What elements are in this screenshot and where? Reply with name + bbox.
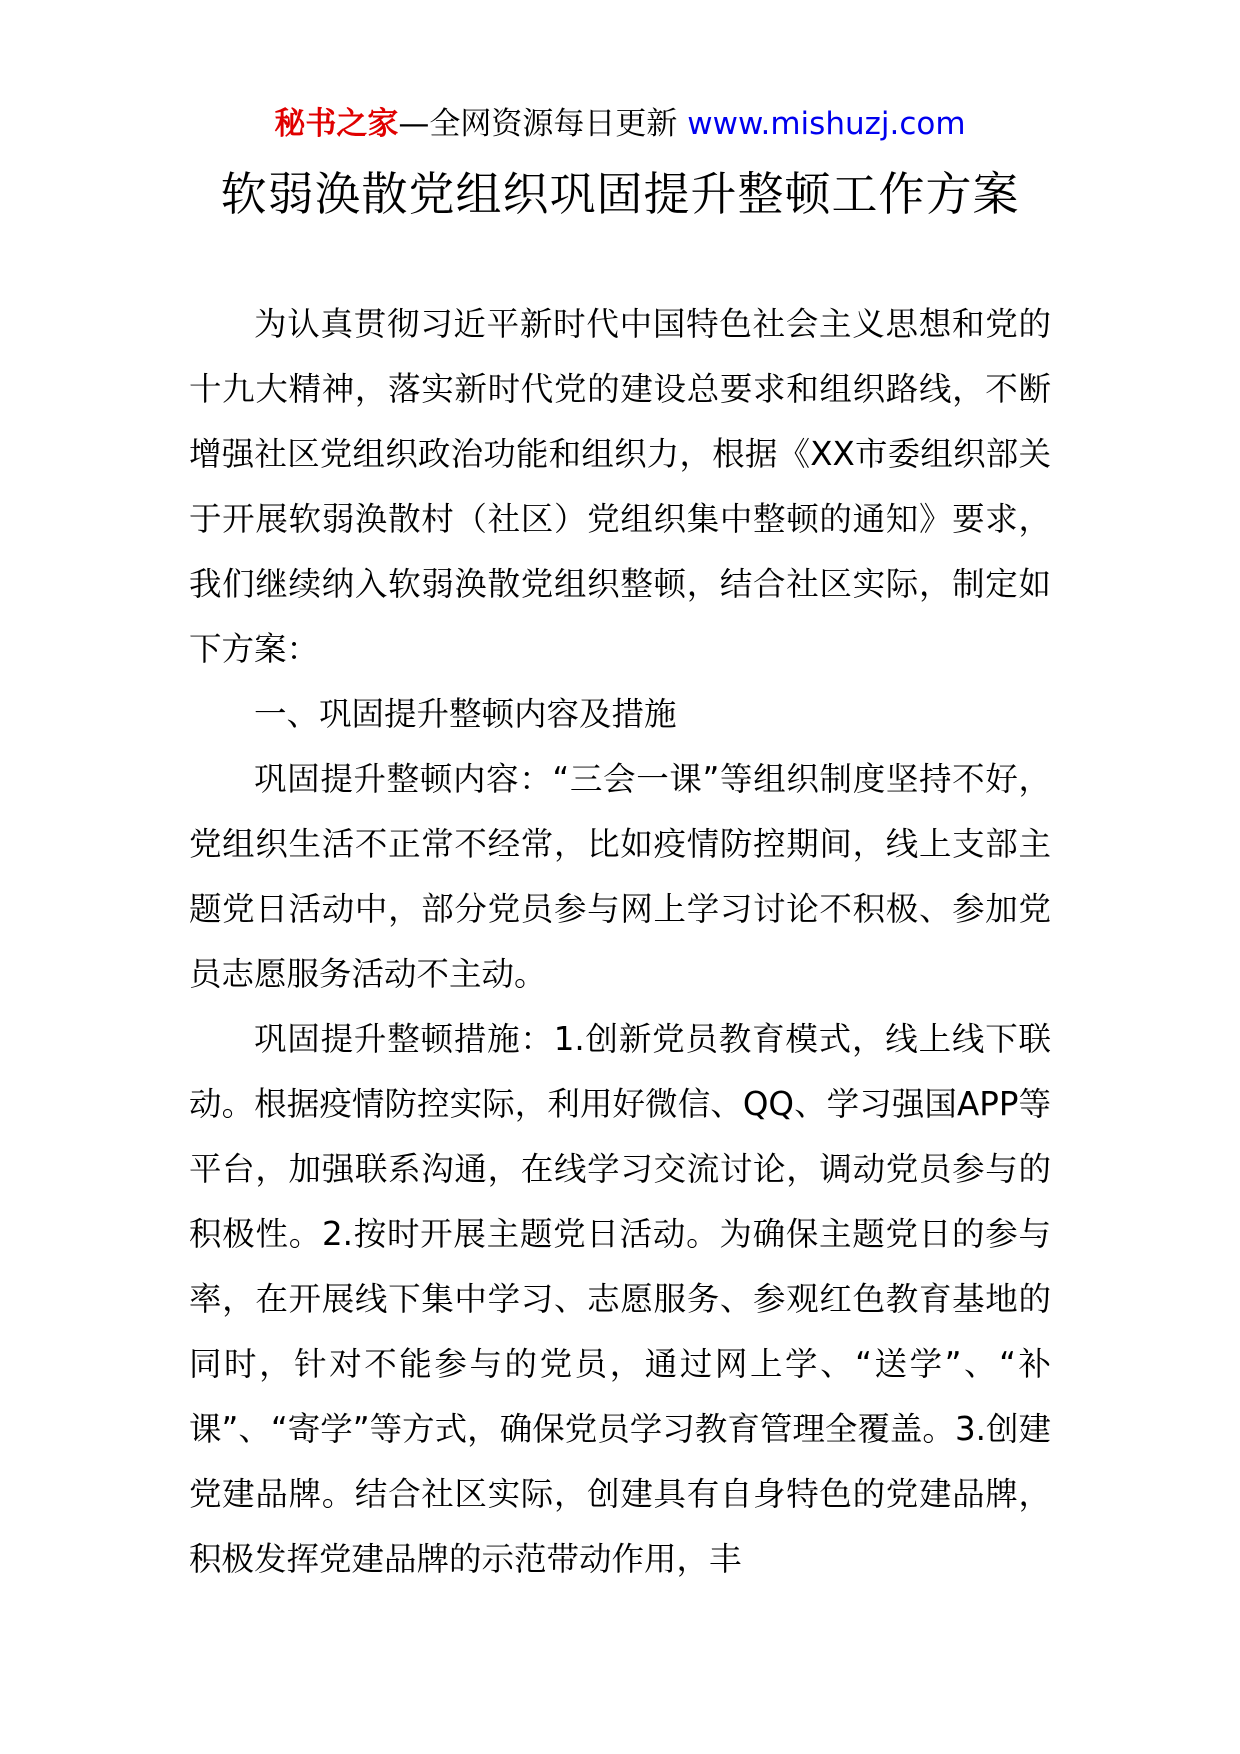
- site-url-link[interactable]: www.mishuzj.com: [687, 106, 966, 142]
- body-paragraph-measures: 巩固提升整顿措施：1.创新党员教育模式，线上线下联动。根据疫情防控实际，利用好微信、QQ、学习强国APP等平台，加强联系沟通，在线学习交流讨论，调动党员参与的积极性。2.按时开展主题党日活动。为确保主题党日的参与率，在开展线下集中学习、志愿服务、参观红色教育基地的同时，针对不能参与的党员，通过网上学、“送学”、“补课”、“寄学”等方式，确保党员学习教育管理全覆盖。3.创建党建品牌。结合社区实际，创建具有自身特色的党建品牌，积极发挥党建品牌的示范带动作用，丰: [189, 1020, 1051, 1578]
- site-brand: 秘书之家: [274, 106, 399, 142]
- site-tagline: —全网资源每日更新: [398, 106, 688, 142]
- document-title: 软弱涣散党组织巩固提升整顿工作方案: [220, 167, 1020, 221]
- body-paragraph-content: 巩固提升整顿内容：“三会一课”等组织制度坚持不好，党组织生活不正常不经常，比如疫情防控期间，线上支部主题党日活动中，部分党员参与网上学习讨论不积极、参加党员志愿服务活动不主动。: [189, 760, 1051, 993]
- body-paragraph-intro: 为认真贯彻习近平新时代中国特色社会主义思想和党的十九大精神，落实新时代党的建设总要求和组织路线，不断增强社区党组织政治功能和组织力，根据《XX市委组织部关于开展软弱涣散村（社区）党组织集中整顿的通知》要求，我们继续纳入软弱涣散党组织整顿，结合社区实际，制定如下方案：: [189, 305, 1051, 668]
- site-header: [0, 102, 1240, 146]
- section-heading-1: 一、巩固提升整顿内容及措施: [254, 695, 677, 733]
- document-body: [189, 292, 1051, 1592]
